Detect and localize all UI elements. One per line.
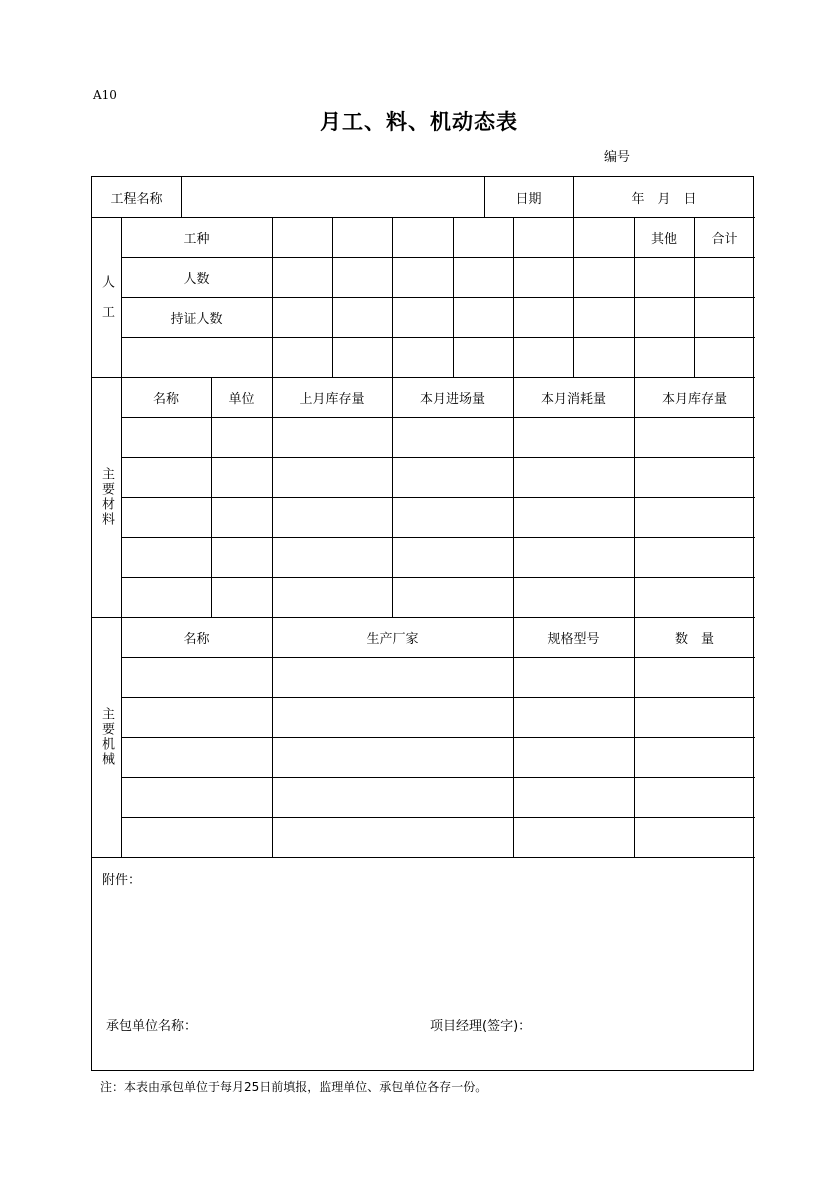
materials-col-unit: 单位	[228, 391, 255, 407]
serial-number-label: 编号	[604, 150, 631, 165]
date-field[interactable]: 年 月 日	[631, 191, 697, 207]
project-name-label: 工程名称	[110, 191, 163, 207]
date-label: 日期	[515, 191, 542, 207]
dynamic-table	[91, 176, 754, 1071]
machinery-col-manufacturer: 生产厂家	[366, 631, 419, 647]
materials-col-last-month-stock: 上月库存量	[299, 391, 365, 407]
project-name-field[interactable]	[181, 177, 484, 217]
labor-row-trade-label: 工种	[183, 231, 210, 247]
labor-section-label: 人 工	[99, 274, 114, 320]
machinery-col-model: 规格型号	[547, 631, 600, 647]
contractor-name-label: 承包单位名称：	[106, 1019, 198, 1034]
materials-col-consumed: 本月消耗量	[540, 391, 606, 407]
materials-section-label: 主要材料	[99, 467, 114, 527]
machinery-section-label: 主要机械	[99, 707, 114, 767]
form-code: A10	[93, 88, 117, 102]
labor-row-certified-label: 持证人数	[170, 311, 223, 327]
labor-other-header: 其他	[650, 231, 677, 247]
machinery-col-quantity: 数 量	[674, 631, 714, 647]
materials-col-current-stock: 本月库存量	[661, 391, 727, 407]
materials-col-name: 名称	[152, 391, 179, 407]
labor-row-blank-label	[121, 337, 272, 377]
attachment-label: 附件：	[102, 873, 142, 888]
materials-col-received: 本月进场量	[419, 391, 485, 407]
footnote: 注：本表由承包单位于每月25日前填报，监理单位、承包单位各存一份。	[100, 1080, 488, 1094]
project-manager-signature-label: 项目经理(签字)：	[430, 1019, 532, 1034]
machinery-col-name: 名称	[183, 631, 210, 647]
labor-row-headcount-label: 人数	[183, 271, 210, 287]
page-title: 月工、料、机动态表	[320, 110, 518, 134]
labor-total-header: 合计	[711, 231, 738, 247]
